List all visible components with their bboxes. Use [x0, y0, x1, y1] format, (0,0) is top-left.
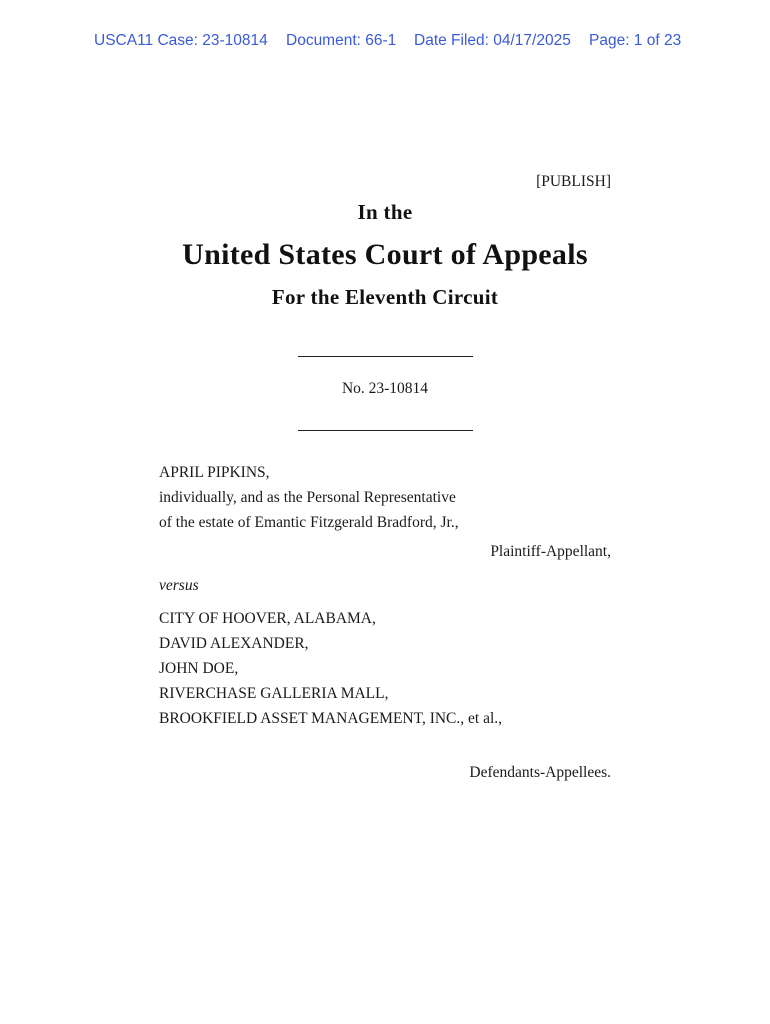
separator-rule: [298, 430, 473, 431]
caption-in-the: In the: [357, 200, 413, 224]
plaintiff-name: APRIL PIPKINS,: [159, 464, 270, 481]
page-count-stamp: Page: 1 of 23: [589, 32, 682, 49]
court-name-title: United States Court of Appeals: [182, 238, 588, 271]
defendant-name: RIVERCHASE GALLERIA MALL,: [159, 685, 389, 702]
plaintiff-role: Plaintiff-Appellant,: [490, 543, 611, 560]
defendant-name: CITY OF HOOVER, ALABAMA,: [159, 610, 376, 627]
defendant-name: BROOKFIELD ASSET MANAGEMENT, INC., et al.,: [159, 710, 503, 727]
defendant-name: JOHN DOE,: [159, 660, 239, 677]
publish-label: [PUBLISH]: [536, 173, 611, 190]
circuit-name: For the Eleventh Circuit: [271, 285, 499, 309]
case-number-stamp: USCA11 Case: 23-10814: [94, 32, 268, 49]
defendants-block: [159, 606, 502, 731]
docket-number: No. 23-10814: [341, 380, 429, 397]
defendant-name: DAVID ALEXANDER,: [159, 635, 309, 652]
separator-rule: [298, 356, 473, 357]
plaintiff-capacity-line: of the estate of Emantic Fitzgerald Bradford, Jr.,: [159, 514, 459, 531]
filing-header-stamp: [94, 32, 694, 50]
plaintiff-capacity-line: individually, and as the Personal Representative: [159, 489, 456, 506]
versus-label: versus: [159, 577, 199, 594]
plaintiff-block: [159, 460, 459, 535]
defendants-role: Defendants-Appellees.: [469, 764, 611, 781]
date-filed-stamp: Date Filed: 04/17/2025: [414, 32, 571, 49]
document-number-stamp: Document: 66-1: [286, 32, 397, 49]
